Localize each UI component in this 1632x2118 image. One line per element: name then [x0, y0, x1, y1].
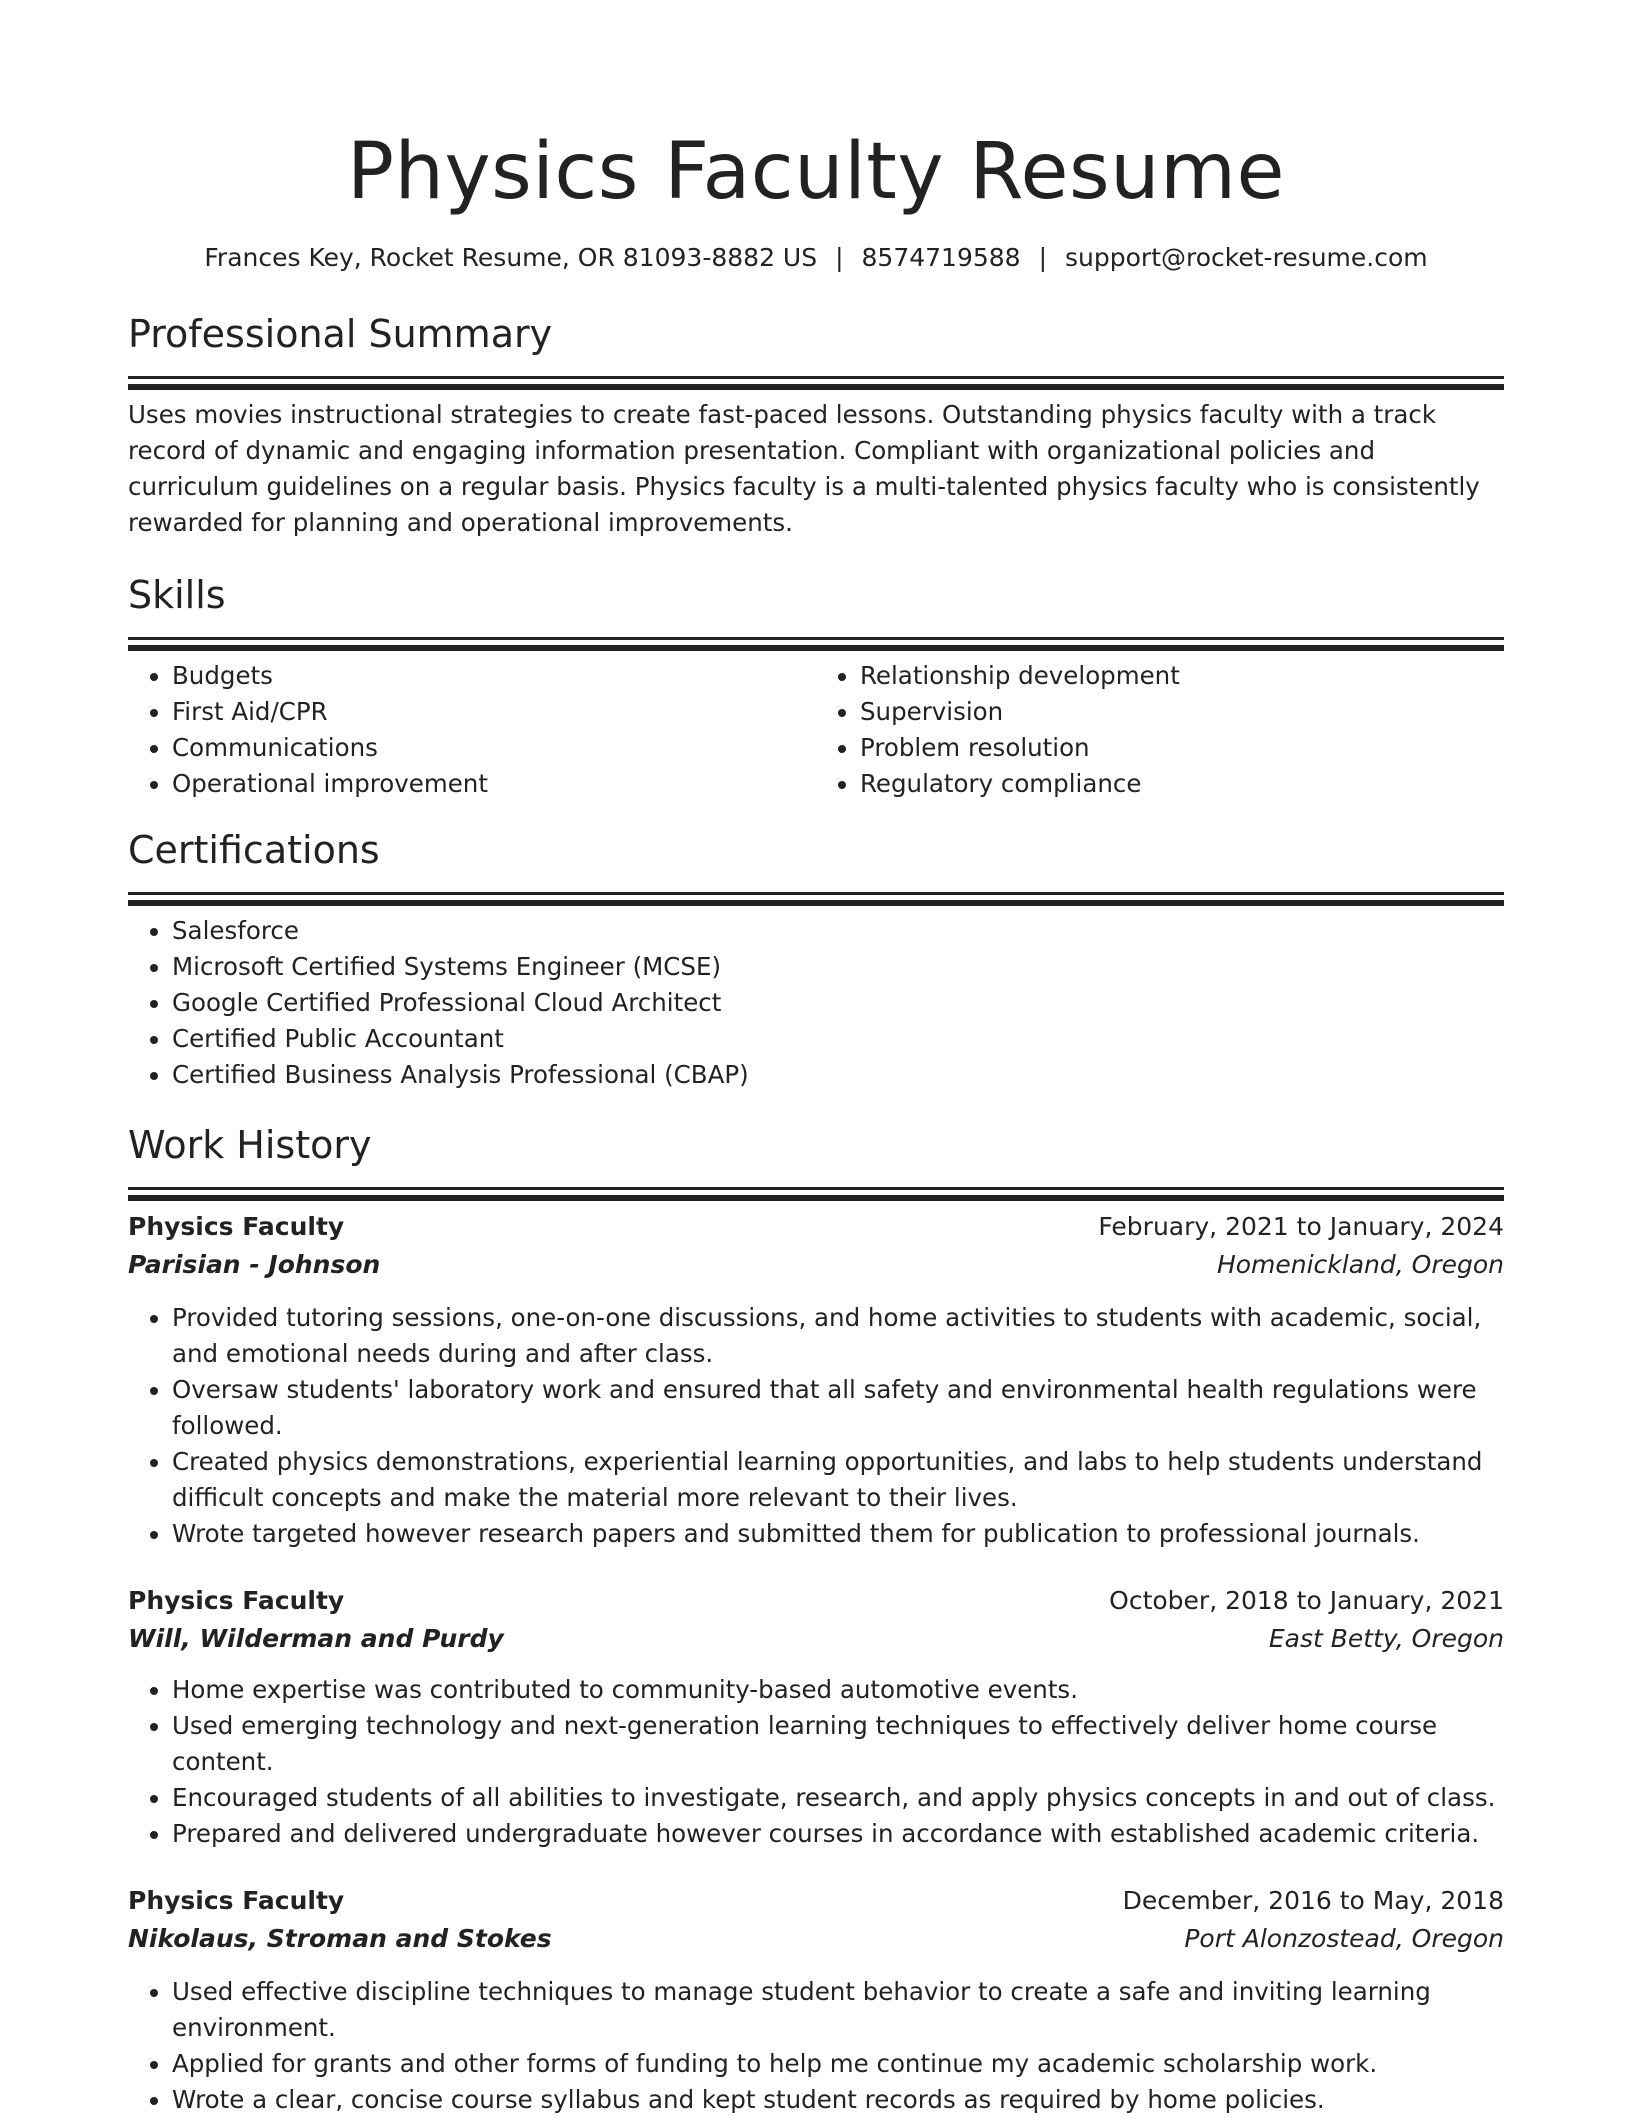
- skills-list-right: [816, 658, 1504, 802]
- summary-heading: Professional Summary: [128, 312, 553, 356]
- job-employer: Will, Wilderman and Purdy: [128, 1624, 504, 1653]
- section-divider: [128, 376, 1504, 379]
- summary-section: [128, 308, 1504, 541]
- contact-address: Frances Key, Rocket Resume, OR 81093-8882 US: [204, 243, 818, 272]
- certifications-heading: Certifications: [128, 828, 380, 872]
- section-divider: [128, 637, 1504, 640]
- section-divider: [128, 1187, 1504, 1190]
- job-employer-row: [128, 1920, 1504, 1958]
- section-divider: [128, 892, 1504, 895]
- job-employer: Parisian - Johnson: [128, 1250, 381, 1279]
- job-bullets: [128, 1300, 1504, 1552]
- contact-separator: |: [1038, 243, 1048, 272]
- job-bullet: • Home expertise was contributed to community-based automotive events.: [172, 1672, 1504, 1708]
- job-bullet: • Applied for grants and other forms of funding to help me continue my academic scholarship work.: [172, 2046, 1504, 2082]
- job-title: Physics Faculty: [128, 1212, 345, 1241]
- summary-text: Uses movies instructional strategies to create fast-paced lessons. Outstanding physics faculty with a track record of dynamic and engaging information presentation. Compliant with organizational policies and curriculum guidelines on a regular basis. Physics faculty is a multi-talented physics faculty who is consistently rewarded for planning and operational improvements.: [128, 400, 1480, 537]
- job-location: Homenickland, Oregon: [1216, 1250, 1504, 1279]
- skill-item: • Supervision: [860, 694, 1504, 730]
- contact-line: [128, 240, 1504, 276]
- certification-item: • Microsoft Certified Systems Engineer (MCSE): [172, 949, 1504, 985]
- job-bullet: • Used emerging technology and next-generation learning techniques to effectively deliver home course content.: [172, 1708, 1504, 1780]
- skill-item: • Communications: [172, 730, 816, 766]
- skill-item: • First Aid/CPR: [172, 694, 816, 730]
- certifications-section: [128, 824, 1504, 1093]
- contact-email: support@rocket-resume.com: [1065, 243, 1428, 272]
- job-header-row: [128, 1882, 1504, 1920]
- certifications-list: [128, 913, 1504, 1093]
- skills-grid: [128, 658, 1504, 802]
- skills-list-left: [128, 658, 816, 802]
- skill-item: • Budgets: [172, 658, 816, 694]
- job-bullet: • Prepared and delivered undergraduate however courses in accordance with established academic criteria.: [172, 1816, 1504, 1852]
- work-history-section: [128, 1119, 1504, 2118]
- skill-item: • Relationship development: [860, 658, 1504, 694]
- skill-item: • Problem resolution: [860, 730, 1504, 766]
- job-bullet: • Provided tutoring sessions, one-on-one discussions, and home activities to students with academic, social, and emotional needs during and after class.: [172, 1300, 1504, 1372]
- contact-phone: 8574719588: [861, 243, 1021, 272]
- job-title: Physics Faculty: [128, 1886, 345, 1915]
- job-bullet: • Wrote a clear, concise course syllabus and kept student records as required by home policies.: [172, 2082, 1504, 2118]
- skills-heading: Skills: [128, 573, 226, 617]
- job-bullets: [128, 1672, 1504, 1852]
- job-title: Physics Faculty: [128, 1586, 345, 1615]
- job-employer: Nikolaus, Stroman and Stokes: [128, 1924, 552, 1953]
- job-employer-row: [128, 1620, 1504, 1658]
- resume-page: [128, 0, 1504, 2118]
- skill-item: • Regulatory compliance: [860, 766, 1504, 802]
- job-dates: October, 2018 to January, 2021: [1109, 1586, 1504, 1615]
- job-location: East Betty, Oregon: [1268, 1624, 1504, 1653]
- job-bullets: [128, 1974, 1504, 2118]
- certification-item: • Salesforce: [172, 913, 1504, 949]
- job-entry: [128, 1208, 1504, 1552]
- job-bullet: • Created physics demonstrations, experiential learning opportunities, and labs to help students understand difficult concepts and make the material more relevant to their lives.: [172, 1444, 1504, 1516]
- job-bullet: • Used effective discipline techniques to manage student behavior to create a safe and inviting learning environment.: [172, 1974, 1504, 2046]
- job-entry: [128, 1582, 1504, 1852]
- certification-item: • Certified Public Accountant: [172, 1021, 1504, 1057]
- certification-item: • Certified Business Analysis Professional (CBAP): [172, 1057, 1504, 1093]
- job-bullet: • Encouraged students of all abilities to investigate, research, and apply physics concepts in and out of class.: [172, 1780, 1504, 1816]
- skills-section: [128, 569, 1504, 802]
- job-employer-row: [128, 1246, 1504, 1284]
- job-bullet: • Oversaw students' laboratory work and ensured that all safety and environmental health regulations were followed.: [172, 1372, 1504, 1444]
- job-dates: February, 2021 to January, 2024: [1098, 1212, 1504, 1241]
- job-bullet: • Wrote targeted however research papers and submitted them for publication to professional journals.: [172, 1516, 1504, 1552]
- job-location: Port Alonzostead, Oregon: [1184, 1924, 1504, 1953]
- job-entry: [128, 1882, 1504, 2118]
- certification-item: • Google Certified Professional Cloud Architect: [172, 985, 1504, 1021]
- work-history-heading: Work History: [128, 1123, 372, 1167]
- job-header-row: [128, 1208, 1504, 1246]
- contact-separator: |: [835, 243, 844, 272]
- job-dates: December, 2016 to May, 2018: [1122, 1886, 1504, 1915]
- resume-title: Physics Faculty Resume: [346, 127, 1285, 217]
- job-header-row: [128, 1582, 1504, 1620]
- skill-item: • Operational improvement: [172, 766, 816, 802]
